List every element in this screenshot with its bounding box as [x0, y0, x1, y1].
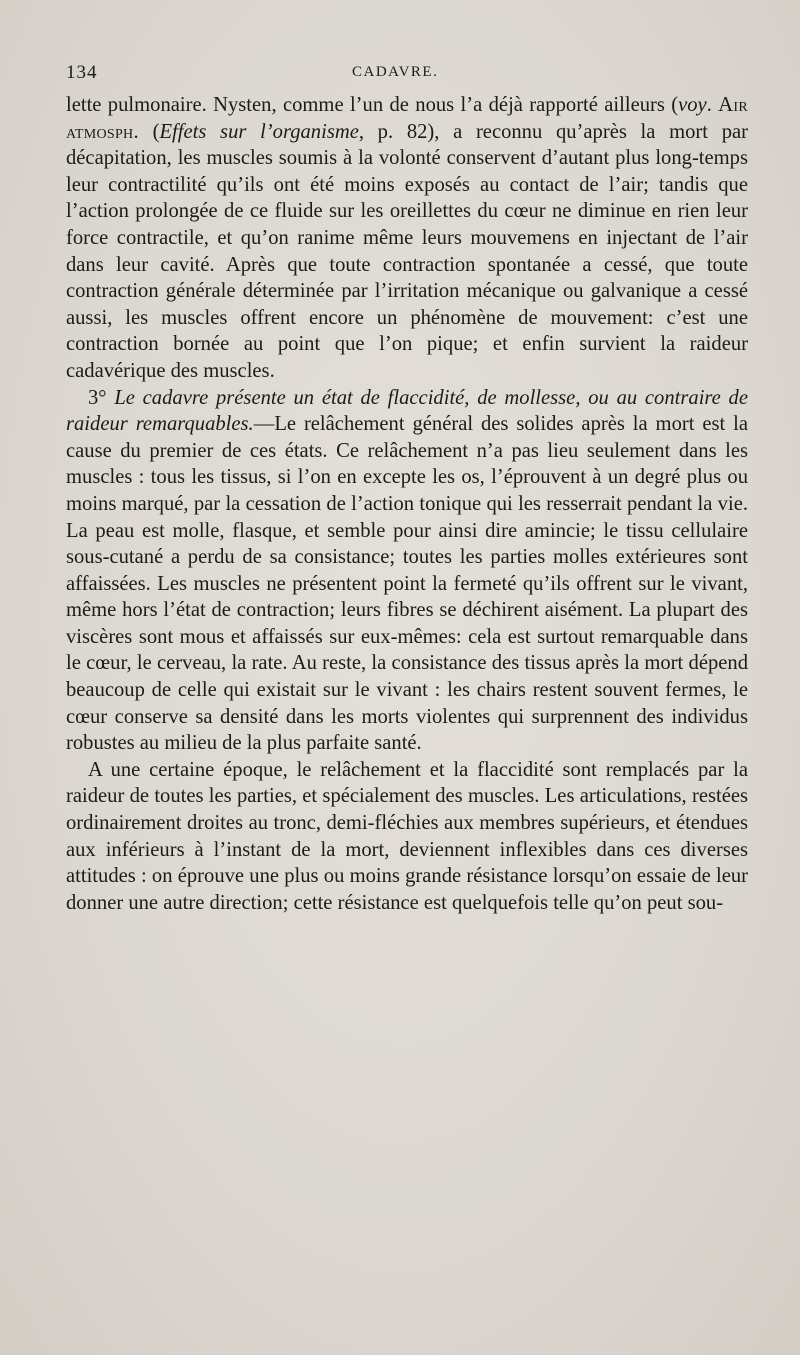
section-heading: Le cadavre présente un état de flaccidité, de mollesse, ou au contraire de raideur remarquables.: [66, 386, 748, 436]
paragraph-2: 3° Le cadavre présente un état de flaccidité, de mollesse, ou au contraire de raideur remarquables.—Le relâchement général des solides après la mort est la cause du premier de ces états. Ce relâchement n’a pas lieu seulement dans les muscles : tous les tissus, si l’on en excepte les os, l’éprouvent à un degré plus ou moins marqué, par la cessation de l’action tonique qui les resserrait pendant la vie. La peau est molle, flasque, et semble pour ainsi dire amincie; le tissu cellulaire sous-cutané a perdu de sa consistance; toutes les parties molles extérieures sont affaissées. Les muscles ne présentent point la fermeté qu’ils offrent sur le vivant, même hors l’état de contraction; leurs fibres se déchirent aisément. La plupart des viscères sont mous et affaissés sur eux-mêmes: cela est surtout remarquable dans le cœur, le cerveau, la rate. Au reste, la consistance des tissus après la mort dépend beaucoup de celle qui existait sur le vivant : les chairs restent souvent fermes, le cœur conserve sa densité dans les morts violentes qui surprennent des individus robustes au milieu de la plus parfaite santé.: [66, 386, 749, 755]
air-atmosph-reference: Air atmosph.: [66, 94, 748, 143]
page-header: [66, 62, 748, 92]
paragraph-1: lette pulmonaire. Nysten, comme l’un de nous l’a déjà rapporté ailleurs (voy. Air atmosph. (Effets sur l’organisme, p. 82), a reconnu qu’après la mort par décapitation, les muscles soumis à la volonté conservent d’autant plus long-temps leur contractilité qu’ils ont été moins exposés au contact de l’air; tandis que l’action prolongée de ce fluide sur les oreillettes du cœur ne diminue en rien leur force contractile, et qu’on ranime même leurs mouvemens en injectant de l’air dans leur cavité. Après que toute contraction spontanée a cessé, que toute contraction générale déterminée par l’irritation mécanique ou galvanique a cessé aussi, les muscles offrent encore un phénomène de mouvement: c’est une contraction bornée au point que l’on pique; et enfin survient la raideur cadavérique des muscles.: [66, 94, 748, 382]
section-number: 3°: [88, 386, 107, 409]
running-head: CADAVRE.: [352, 64, 439, 80]
voy-italic: voy: [678, 94, 707, 116]
page-number: 134: [66, 62, 98, 83]
effets-reference: Effets sur l’organisme: [159, 120, 359, 143]
paragraph-3: A une certaine époque, le relâchement et la flaccidité sont remplacés par la raideur de toutes les parties, et spécialement des muscles. Les articulations, restées ordinairement droites au tronc, demi-fléchies aux membres supérieurs, et étendues aux inférieurs à l’instant de la mort, deviennent inflexibles dans ces diverses attitudes : on éprouve une plus ou moins grande résistance lorsqu’on essaie de leur donner une autre direction; cette résistance est quelquefois telle qu’on peut sou-: [66, 758, 748, 914]
body-text: [66, 92, 748, 916]
